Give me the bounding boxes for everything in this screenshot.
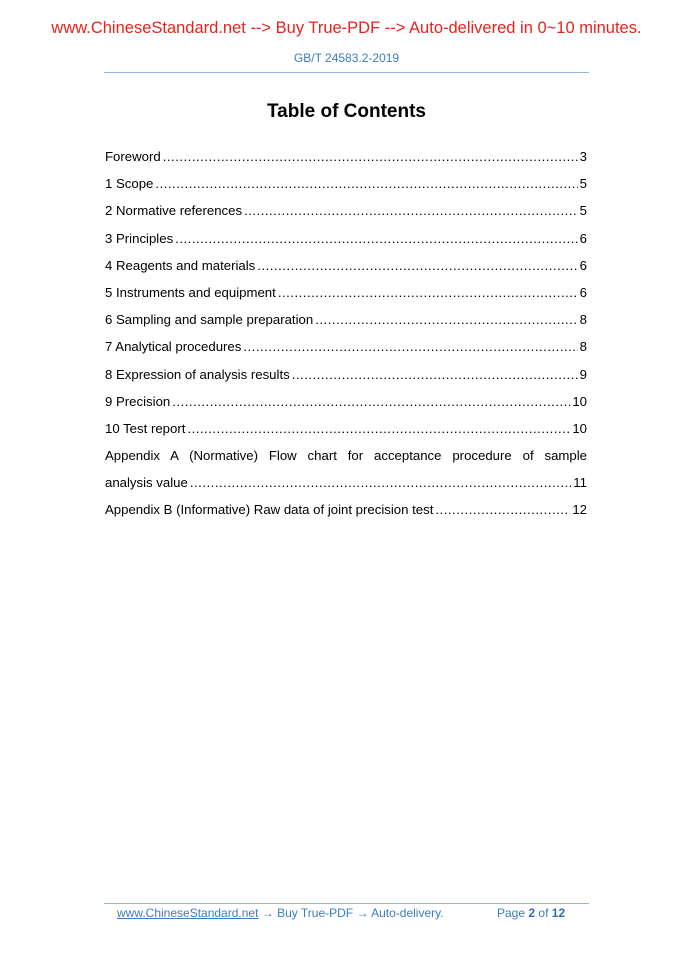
toc-dot-leader xyxy=(243,337,577,357)
total-page-count: 12 xyxy=(551,906,566,920)
current-page-number: 2 xyxy=(528,906,536,920)
toc-entry-page: 11 xyxy=(573,475,587,491)
page-footer xyxy=(117,906,587,920)
toc-entry-instruments-and-equipment[interactable] xyxy=(105,281,587,308)
table-of-contents xyxy=(105,145,587,526)
toc-entry-page: 6 xyxy=(579,230,587,246)
toc-entry-page: 10 xyxy=(572,393,587,409)
toc-entry-title: 5 Instruments and equipment xyxy=(105,284,276,300)
toc-entry-title-continued: analysis value xyxy=(105,475,188,491)
toc-entry-page: 6 xyxy=(579,284,587,300)
footer-divider xyxy=(104,903,589,904)
toc-dot-leader xyxy=(175,229,577,249)
toc-entry-page: 8 xyxy=(579,339,587,355)
toc-entry-title: 9 Precision xyxy=(105,393,171,409)
page-title: Table of Contents xyxy=(266,101,427,122)
toc-dot-leader xyxy=(292,365,578,385)
toc-dot-leader xyxy=(257,256,577,276)
toc-entry-sampling[interactable] xyxy=(105,308,587,335)
toc-entry-title: Appendix B (Informative) Raw data of joint precision test xyxy=(105,502,434,518)
document-code: GB/T 24583.2-2019 xyxy=(293,51,400,65)
header-divider xyxy=(104,72,589,73)
toc-entry-page: 3 xyxy=(579,149,587,164)
page-label: Page xyxy=(497,906,526,920)
toc-entry-page: 9 xyxy=(579,366,587,382)
toc-entry-title: 1 Scope xyxy=(105,176,154,192)
toc-entry-test-report[interactable] xyxy=(105,417,587,444)
toc-entry-title: Appendix A (Normative) Flow chart for acceptance procedure of sample xyxy=(105,448,587,464)
toc-entry-foreword[interactable] xyxy=(105,145,587,172)
toc-entry-page: 5 xyxy=(579,176,587,192)
toc-entry-reagents-and-materials[interactable] xyxy=(105,254,587,281)
toc-entry-principles[interactable] xyxy=(105,227,587,254)
toc-dot-leader xyxy=(172,392,570,412)
toc-entry-title: 2 Normative references xyxy=(105,203,243,219)
toc-dot-leader xyxy=(187,419,570,439)
of-label: of xyxy=(538,906,549,920)
toc-dot-leader xyxy=(435,500,570,520)
toc-dot-leader xyxy=(315,310,577,330)
toc-entry-title: 3 Principles xyxy=(105,230,174,246)
toc-dot-leader xyxy=(244,201,578,221)
toc-entry-title: 10 Test report xyxy=(105,420,186,436)
toc-entry-continuation xyxy=(105,471,587,498)
toc-entry-page: 6 xyxy=(579,257,587,273)
toc-dot-leader xyxy=(190,473,571,493)
top-banner[interactable]: www.ChineseStandard.net --> Buy True-PDF --> Auto-delivered in 0~10 minutes. xyxy=(51,19,642,37)
page-number-indicator xyxy=(497,906,565,920)
toc-entry-scope[interactable] xyxy=(105,172,587,199)
toc-dot-leader xyxy=(155,174,577,194)
toc-entry-appendix-a[interactable] xyxy=(105,444,587,498)
toc-entry-page: 8 xyxy=(579,312,587,328)
toc-entry-title: 8 Expression of analysis results xyxy=(105,366,290,382)
toc-entry-expression-of-results[interactable] xyxy=(105,363,587,390)
toc-entry-title: 4 Reagents and materials xyxy=(105,257,256,273)
toc-dot-leader xyxy=(278,283,578,303)
toc-entry-normative-references[interactable] xyxy=(105,199,587,226)
toc-entry-title: Foreword xyxy=(105,149,161,164)
footer-website-link[interactable]: www.ChineseStandard.net xyxy=(117,906,259,920)
toc-entry-analytical-procedures[interactable] xyxy=(105,335,587,362)
toc-entry-title: 6 Sampling and sample preparation xyxy=(105,312,314,328)
toc-entry-precision[interactable] xyxy=(105,390,587,417)
toc-entry-page: 5 xyxy=(579,203,587,219)
toc-dot-leader xyxy=(163,147,578,167)
toc-entry-appendix-b[interactable] xyxy=(105,498,587,525)
toc-entry-page: 12 xyxy=(572,502,587,518)
footer-tagline: → Buy True-PDF → Auto-delivery. xyxy=(258,906,444,920)
toc-entry-title: 7 Analytical procedures xyxy=(105,339,242,355)
toc-entry-page: 10 xyxy=(572,420,587,436)
